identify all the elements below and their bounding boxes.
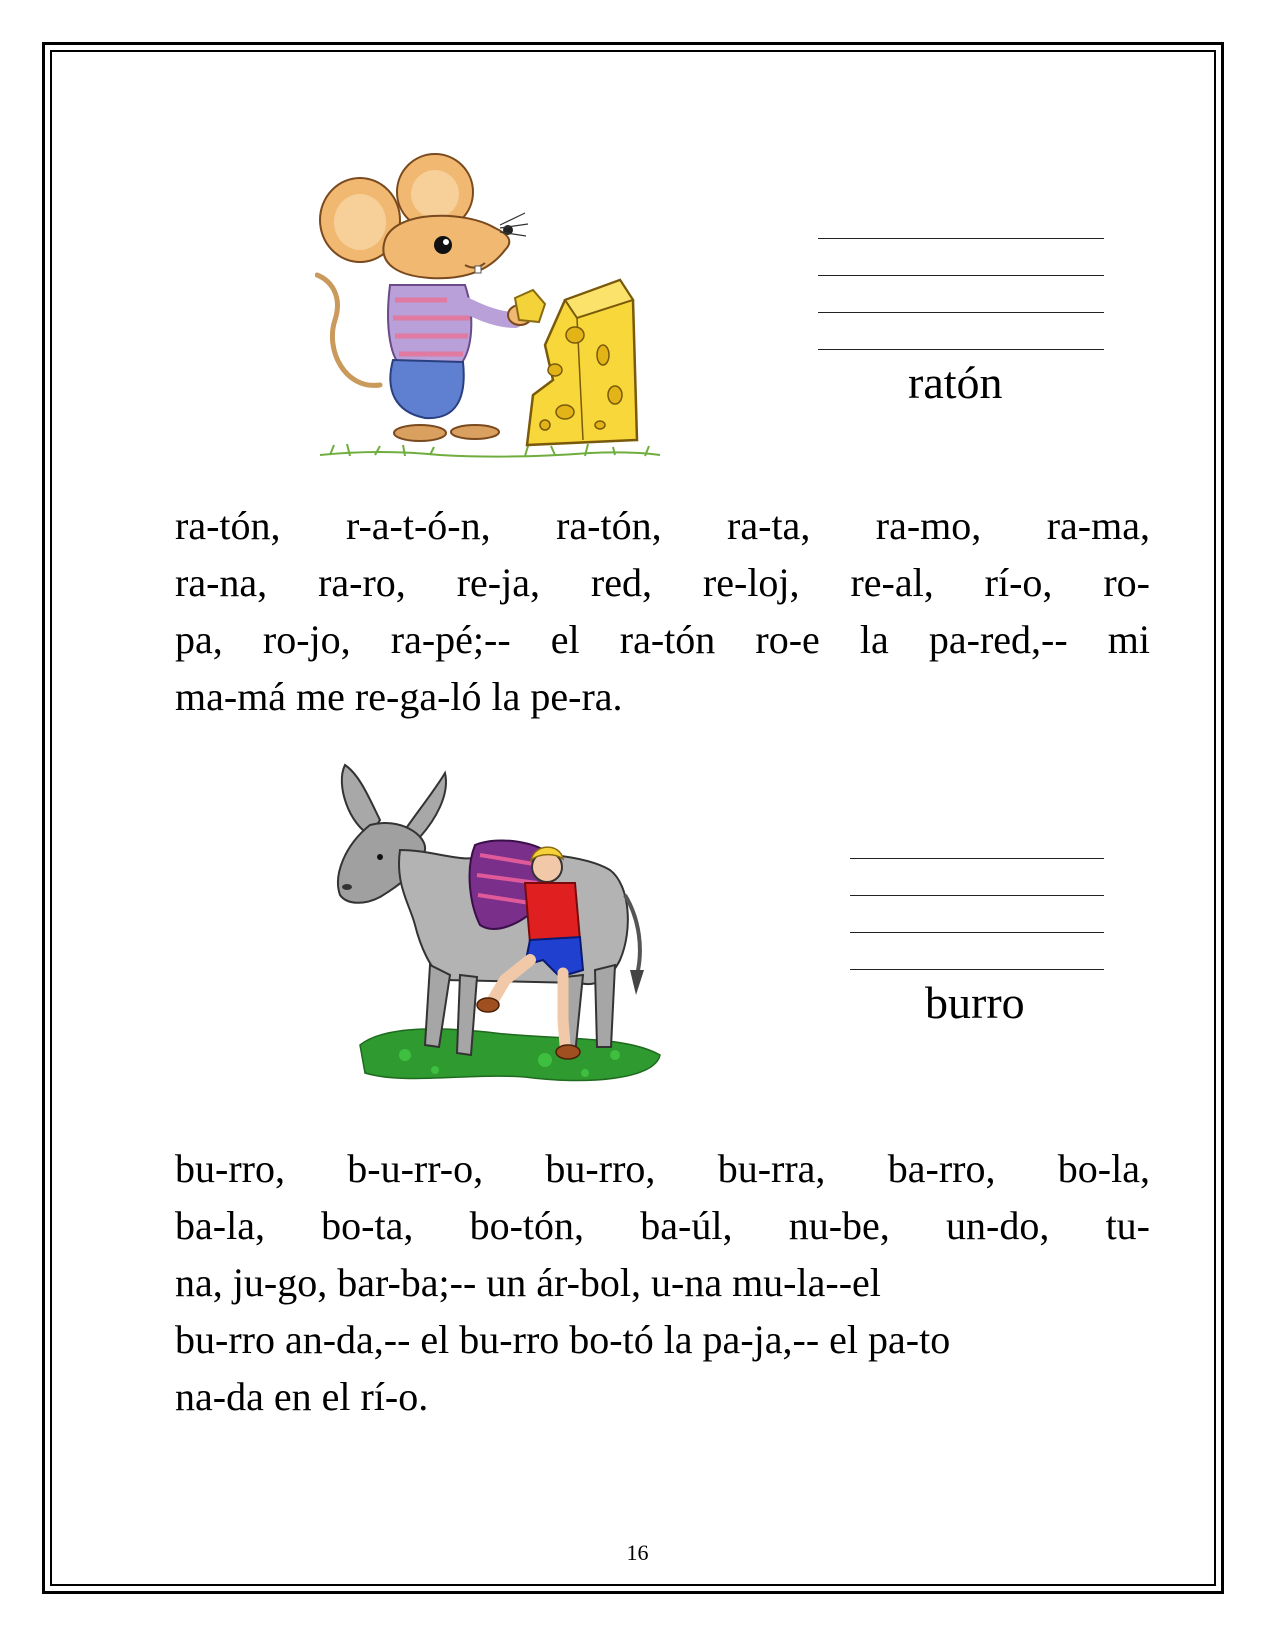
- writing-lines-burro: [850, 858, 1104, 970]
- reading-line: ra-na, ra-ro, re-ja, red, re-loj, re-al, rí-o, ro-: [175, 560, 1150, 605]
- reading-line: ra-tón, r-a-t-ó-n, ra-tón, ra-ta, ra-mo, ra-ma,: [175, 503, 1150, 548]
- grass-strip: [320, 444, 660, 457]
- writing-lines-raton: [818, 238, 1104, 350]
- word-label-raton: ratón: [908, 357, 1003, 408]
- word-label-burro: burro: [925, 977, 1025, 1028]
- reading-paragraph-raton: [175, 497, 1150, 725]
- mouse-pants: [390, 360, 463, 418]
- reading-line: na-da en el rí-o.: [175, 1374, 429, 1419]
- reading-line: na, ju-go, bar-ba;-- un ár-bol, u-na mu-la--el: [175, 1260, 881, 1305]
- reading-line: bu-rro, b-u-rr-o, bu-rro, bu-rra, ba-rro, bo-la,: [175, 1146, 1150, 1191]
- donkey-boy-illustration: [325, 755, 670, 1095]
- reading-paragraph-burro: [175, 1140, 1150, 1425]
- page-number: 16: [626, 1540, 649, 1565]
- reading-line: pa, ro-jo, ra-pé;-- el ra-tón ro-e la pa-red,-- mi: [175, 617, 1150, 662]
- mouse-cheese-illustration: [315, 150, 675, 480]
- mouse-tail: [317, 275, 380, 385]
- donkey-ear-right: [405, 773, 446, 837]
- reading-line: ma-má me re-ga-ló la pe-ra.: [175, 674, 623, 719]
- mouse-eye: [434, 236, 452, 254]
- reading-line: ba-la, bo-ta, bo-tón, ba-úl, nu-be, un-do, tu-: [175, 1203, 1150, 1248]
- reading-line: bu-rro an-da,-- el bu-rro bo-tó la pa-ja,-- el pa-to: [175, 1317, 951, 1362]
